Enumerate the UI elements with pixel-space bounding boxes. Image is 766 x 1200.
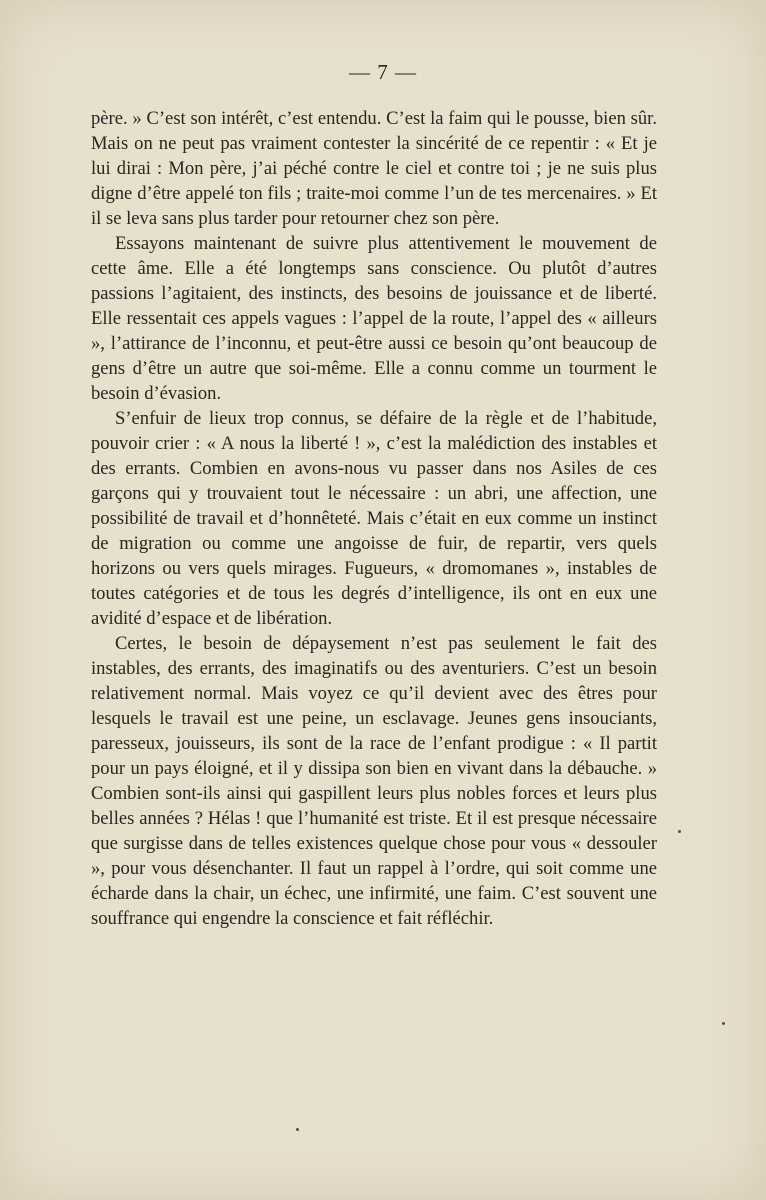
paper-speck <box>296 1128 299 1131</box>
paragraph-2: Essayons maintenant de suivre plus attentivement le mouvement de cette âme. Elle a été longtemps sans conscience. Ou plutôt d’autres passions l’agitaient, des instincts, des besoins de jouissance et de liberté. Elle ressentait ces appels vagues : l’appel de la route, l’appel des « ailleurs », l’attirance de l’inconnu, et peut-être aussi ce besoin qu’ont beaucoup de gens d’être un autre que soi-même. Elle a connu comme un tourment le besoin d’évasion. <box>91 233 657 404</box>
paper-speck <box>722 1022 725 1025</box>
paper-speck <box>678 830 681 833</box>
body-text <box>91 106 657 931</box>
page-number: — 7 — <box>349 60 417 84</box>
paragraph-3: S’enfuir de lieux trop connus, se défaire de la règle et de l’habitude, pouvoir crier : « A nous la liberté ! », c’est la malédiction des instables et des errants. Combien en avons-nous vu passer dans nos Asiles de ces garçons qui y trouvaient tout le nécessaire : un abri, une affection, une possibilité de travail et d’honnêteté. Mais c’était en eux comme un instinct de migration ou comme une angoisse de fuir, de repartir, vers quels horizons ou vers quels mirages. Fugueurs, « dromomanes », instables de toutes catégories et de tous les degrés d’intelligence, ils ont en eux une avidité d’espace et de libération. <box>91 408 657 629</box>
paragraph-1: père. » C’est son intérêt, c’est entendu. C’est la faim qui le pousse, bien sûr. Mais on ne peut pas vraiment contester la sincérité de ce repentir : « Et je lui dirai : Mon père, j’ai péché contre le ciel et contre toi ; je ne suis plus digne d’être appelé ton fils ; traite-moi comme l’un de tes mercenaires. » Et il se leva sans plus tarder pour retourner chez son père. <box>91 108 657 229</box>
paragraph-4: Certes, le besoin de dépaysement n’est pas seulement le fait des instables, des errants, des imaginatifs ou des aventuriers. C’est un besoin relativement normal. Mais voyez ce qu’il devient avec des êtres pour lesquels le travail est une peine, un esclavage. Jeunes gens insouciants, paresseux, jouisseurs, ils sont de la race de l’enfant prodigue : « Il partit pour un pays éloigné, et il y dissipa son bien en vivant dans la débauche. » Combien sont-ils ainsi qui gaspillent leurs plus nobles forces et leurs plus belles années ? Hélas ! que l’humanité est triste. Et il est presque nécessaire que surgisse dans de telles existences quelque chose pour vous « dessouler », pour vous désenchanter. Il faut un rappel à l’ordre, qui soit comme une écharde dans la chair, un échec, une infirmité, une faim. C’est souvent une souffrance qui engendre la conscience et fait réfléchir. <box>91 633 657 929</box>
